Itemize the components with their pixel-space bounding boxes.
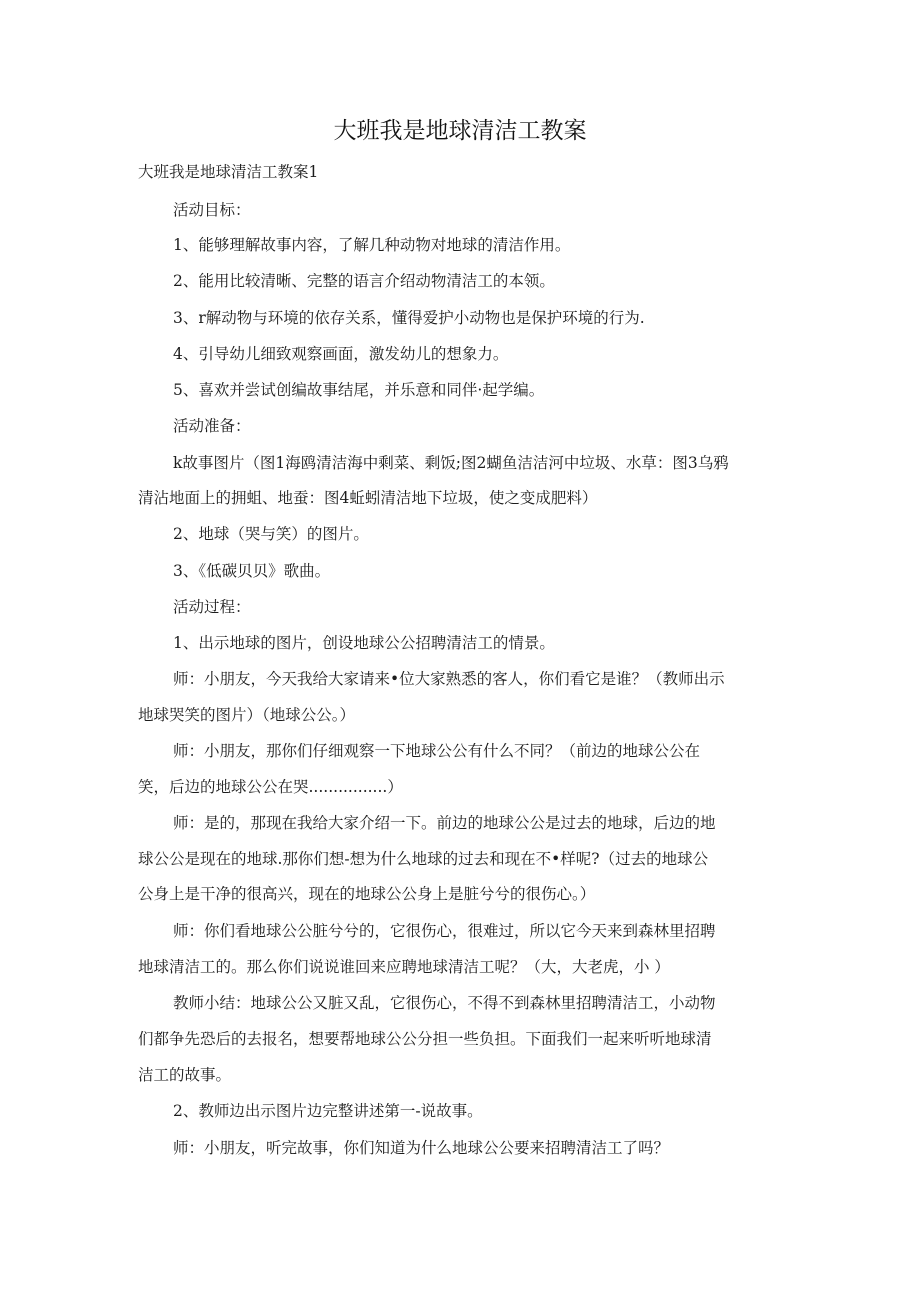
paragraph-line: 4、引导幼儿细致观察画面，激发幼儿的想象力。 bbox=[173, 345, 509, 363]
paragraph-line: 2、教师边出示图片边完整讲述第一-说故事。 bbox=[173, 1102, 483, 1120]
section-heading-goals: 活动目标： bbox=[173, 201, 251, 219]
paragraph-line: k故事图片（图1海鸥清洁海中剩菜、剩饭;图2蝴鱼洁洁河中垃圾、水草：图3乌鸦 bbox=[173, 454, 729, 472]
paragraph-line: 师：你们看地球公公脏兮兮的，它很伤心，很难过，所以它今天来到森林里招聘 bbox=[173, 922, 716, 940]
paragraph-line: 师：是的，那现在我给大家介绍一下。前边的地球公公是过去的地球，后边的地 bbox=[173, 814, 716, 832]
paragraph-line: 地球清洁工的。那么你们说说谁回来应聘地球清洁工呢？（大，大老虎，小 ） bbox=[138, 958, 670, 976]
paragraph-line: 5、喜欢并尝试创编故事结尾，并乐意和同伴·起学编。 bbox=[173, 381, 545, 399]
paragraph-line: 师：小朋友，那你们仔细观察一下地球公公有什么不同？（前边的地球公公在 bbox=[173, 742, 701, 760]
document-title: 大班我是地球清洁工教案 bbox=[333, 118, 587, 144]
paragraph-line: 3、《低碳贝贝》歌曲。 bbox=[173, 562, 331, 580]
paragraph-line: 教师小结：地球公公又脏又乱，它很伤心，不得不到森林里招聘清洁工，小动物 bbox=[173, 994, 716, 1012]
paragraph-line: 师：小朋友，今天我给大家请来•位大家熟悉的客人，你们看它是谁？（教师出示 bbox=[173, 670, 725, 688]
paragraph-line: 公身上是干净的很高兴，现在的地球公公身上是脏兮兮的很伤心。） bbox=[138, 885, 596, 903]
paragraph-line: 1、出示地球的图片，创设地球公公招聘清洁工的情景。 bbox=[173, 634, 555, 652]
paragraph-line: 3、r解动物与环境的依存关系，懂得爱护小动物也是保护环境的行为. bbox=[173, 309, 645, 327]
paragraph-line: 们都争先恐后的去报名，想要帮地球公公分担一些负担。下面我们一起来听听地球清 bbox=[138, 1030, 712, 1048]
document-subtitle: 大班我是地球清洁工教案1 bbox=[138, 163, 319, 181]
section-heading-process: 活动过程： bbox=[173, 598, 251, 616]
section-heading-preparation: 活动准备： bbox=[173, 417, 251, 435]
paragraph-line: 笑，后边的地球公公在哭................） bbox=[138, 778, 403, 796]
paragraph-line: 1、能够理解故事内容，了解几种动物对地球的清洁作用。 bbox=[173, 236, 571, 254]
paragraph-line: 2、地球（哭与笑）的图片。 bbox=[173, 525, 369, 543]
paragraph-line: 洁工的故事。 bbox=[138, 1066, 232, 1084]
paragraph-line: 师：小朋友，听完故事，你们知道为什么地球公公要来招聘清洁工了吗？ bbox=[173, 1139, 670, 1157]
paragraph-line: 地球哭笑的图片）（地球公公。） bbox=[138, 706, 356, 724]
paragraph-line: 球公公是现在的地球.那你们想-想为什么地球的过去和现在不•样呢?（过去的地球公 bbox=[138, 850, 709, 868]
paragraph-line: 清沾地面上的拥蛆、地蚕：图4蚯蚓清洁地下垃圾，使之变成肥料） bbox=[138, 489, 598, 507]
paragraph-line: 2、能用比较清晰、完整的语言介绍动物清洁工的本领。 bbox=[173, 272, 555, 290]
